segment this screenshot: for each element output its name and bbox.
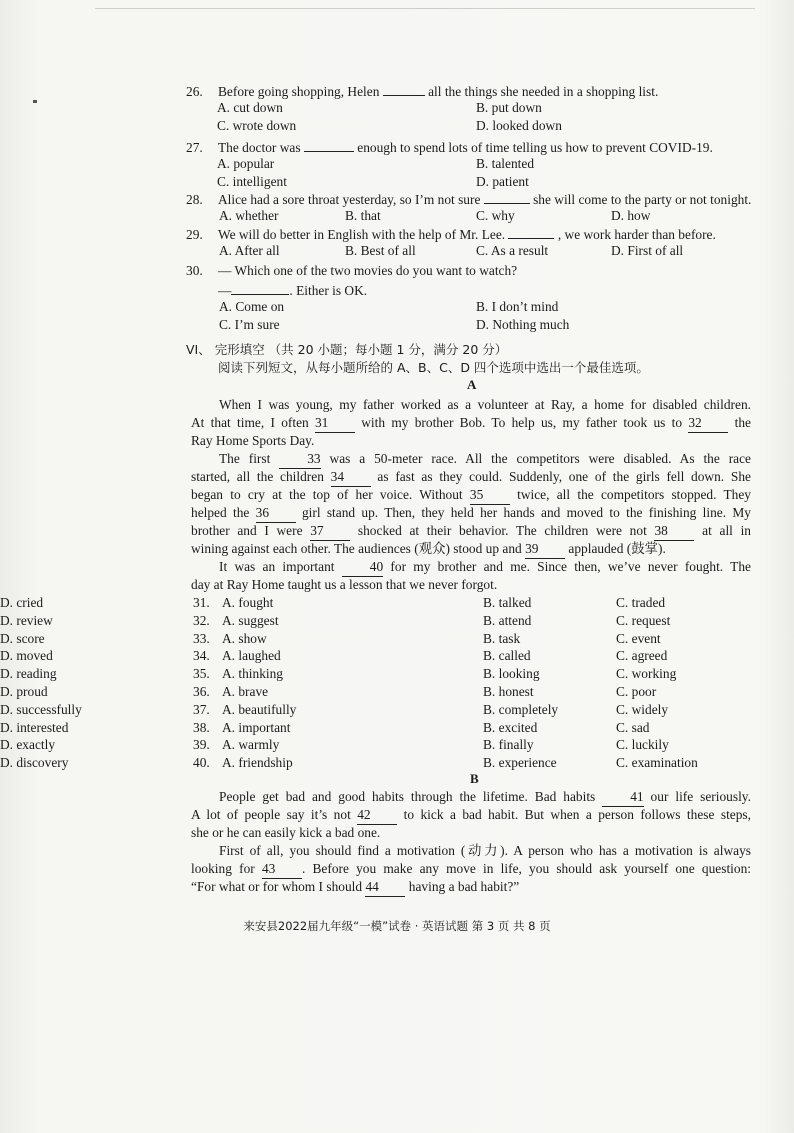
answer-option: A. friendship xyxy=(222,755,293,771)
question-text: We will do better in English with the help of Mr. Lee. xyxy=(218,227,509,242)
answer-blank xyxy=(231,280,289,295)
cloze-blank: 34 xyxy=(331,468,371,487)
answer-blank xyxy=(508,224,554,239)
cloze-blank: 31 xyxy=(315,414,355,433)
answer-option: A. whether xyxy=(219,208,279,223)
answer-option: A. thinking xyxy=(222,666,284,682)
answer-option: C. wrote down xyxy=(217,118,297,133)
question-stem xyxy=(186,224,716,244)
answer-option: C. sad xyxy=(616,719,650,735)
question-text: Alice had a sore throat yesterday, so I’m not sure xyxy=(218,192,484,207)
text-line: It was an important 40 for my brother and me. Since then, we’ve never fought. The xyxy=(191,558,751,577)
passage-a-line xyxy=(191,522,751,541)
answer-option: C. working xyxy=(616,666,677,682)
option-number: 31. xyxy=(193,595,210,610)
text-line: wining against each other. The audiences (观众) stood up and 39 applauded (鼓掌). xyxy=(191,540,751,559)
answer-option: C. why xyxy=(476,208,515,223)
answer-option: A. After all xyxy=(219,243,280,258)
text-line: looking for 43 . Before you make any move in life, you should ask yourself one question: xyxy=(191,860,751,879)
passage-b-line xyxy=(191,878,751,897)
option-number: 37. xyxy=(193,701,210,717)
dialogue-text: . Either is OK. xyxy=(289,283,368,298)
passage-label: A xyxy=(467,377,477,392)
answer-option: B. honest xyxy=(483,684,534,699)
cloze-blank: 38 xyxy=(654,522,694,541)
question-number: 27. xyxy=(186,140,203,155)
answer-option: D. interested xyxy=(0,719,69,735)
option-number: 33. xyxy=(193,630,210,646)
answer-blank xyxy=(383,81,425,96)
answer-option: A. important xyxy=(222,719,291,735)
cloze-blank: 39 xyxy=(525,540,565,559)
answer-option: B. talked xyxy=(483,595,532,610)
answer-option: B. talented xyxy=(476,156,535,171)
option-number: 35. xyxy=(193,666,210,682)
passage-a-line xyxy=(191,486,751,505)
answer-option: A. Come on xyxy=(219,299,285,314)
option-number: 40. xyxy=(193,755,210,771)
answer-option: D. cried xyxy=(0,595,44,610)
answer-option: D. looked down xyxy=(476,118,562,133)
passage-b-line xyxy=(191,860,751,879)
answer-option: D. review xyxy=(0,612,53,628)
passage-a-line xyxy=(191,450,751,469)
cloze-blank: 44 xyxy=(365,878,405,897)
answer-option: B. completely xyxy=(483,701,559,717)
passage-a-line xyxy=(191,576,751,594)
answer-option: D. patient xyxy=(476,174,529,189)
cloze-blank: 32 xyxy=(688,414,728,433)
answer-option: B. called xyxy=(483,648,531,664)
answer-option: D. First of all xyxy=(611,243,684,258)
question-number: 26. xyxy=(186,84,203,99)
option-number: 38. xyxy=(193,719,210,735)
answer-option: B. finally xyxy=(483,737,534,753)
text-line: The first 33 was a 50-meter race. All the competitors were disabled. As the race xyxy=(191,450,751,469)
answer-option: A. laughed xyxy=(222,648,281,664)
answer-option: D. discovery xyxy=(0,755,69,771)
answer-option: B. experience xyxy=(483,755,557,771)
passage-b-line xyxy=(191,806,751,825)
question-text: — Which one of the two movies do you want to watch? xyxy=(218,263,518,278)
option-number: 34. xyxy=(193,648,210,664)
text-line: day at Ray Home taught us a lesson that we never forgot. xyxy=(191,577,498,592)
question-stem xyxy=(186,189,751,209)
answer-option: B. that xyxy=(345,208,381,223)
answer-option: C. examination xyxy=(616,755,698,771)
passage-a-line xyxy=(191,558,751,577)
answer-option: C. event xyxy=(616,630,661,646)
answer-option: D. exactly xyxy=(0,737,56,753)
answer-option: D. score xyxy=(0,630,45,646)
text-line: helped the 36 girl stand up. Then, they held her hands and moved to the finishing line. My xyxy=(191,504,751,523)
question-text: Before going shopping, Helen xyxy=(218,84,383,99)
cloze-blank: 37 xyxy=(310,522,350,541)
question-text: enough to spend lots of time telling us how to prevent COVID-19. xyxy=(353,140,713,155)
dialogue-dash: — xyxy=(218,283,232,298)
answer-option: A. beautifully xyxy=(222,701,297,717)
cloze-blank: 43 xyxy=(262,860,302,879)
answer-option: B. Best of all xyxy=(345,243,416,258)
answer-option: C. I’m sure xyxy=(219,317,280,332)
text-line: When I was young, my father worked as a volunteer at Ray, a home for disabled children. xyxy=(219,397,751,412)
question-text: The doctor was xyxy=(218,140,304,155)
question-text: , we work harder than before. xyxy=(554,227,716,242)
answer-option: C. widely xyxy=(616,701,669,717)
answer-option: A. brave xyxy=(222,684,269,699)
passage-b-line xyxy=(191,824,751,842)
text-line: People get bad and good habits through the lifetime. Bad habits 41 our life seriously. xyxy=(191,788,751,807)
answer-option: B. attend xyxy=(483,612,532,628)
question-number: 28. xyxy=(186,192,203,207)
cloze-blank: 36 xyxy=(256,504,296,523)
answer-option: C. As a result xyxy=(476,243,549,258)
scan-mark xyxy=(33,100,37,103)
passage-b-line xyxy=(191,842,751,860)
dialogue-line xyxy=(218,280,367,300)
text-line: started, all the children 34 as fast as they could. Suddenly, one of the girls fell down. She xyxy=(191,468,751,487)
answer-option: D. successfully xyxy=(0,701,82,717)
text-line: At that time, I often 31 with my brother Bob. To help us, my father took us to 32 the xyxy=(191,414,751,433)
answer-option: B. looking xyxy=(483,666,540,682)
passage-a-line xyxy=(191,540,751,559)
section-instruction: 阅读下列短文，从每小题所给的 A、B、C、D 四个选项中选出一个最佳选项。 xyxy=(218,360,649,375)
question-stem xyxy=(186,137,713,157)
text-line: “For what or for whom I should 44 having a bad habit?” xyxy=(191,878,751,897)
passage-a-line xyxy=(191,432,751,450)
answer-option: A. fought xyxy=(222,595,274,610)
answer-blank xyxy=(484,189,530,204)
cloze-blank: 40 xyxy=(342,558,383,577)
option-number: 39. xyxy=(193,737,210,753)
question-stem xyxy=(186,81,658,101)
passage-a-line xyxy=(191,504,751,523)
answer-option: C. traded xyxy=(616,595,666,610)
answer-option: C. poor xyxy=(616,684,657,699)
question-number: 30. xyxy=(186,263,203,278)
text-line: began to cry at the top of her voice. Without 35 twice, all the competitors stopped. They xyxy=(191,486,751,505)
answer-option: C. request xyxy=(616,612,671,628)
option-number: 32. xyxy=(193,612,210,628)
cloze-blank: 42 xyxy=(357,806,397,825)
answer-option: D. how xyxy=(611,208,651,223)
text-line: brother and I were 37 shocked at their behavior. The children were not 38 at all in xyxy=(191,522,751,541)
answer-option: A. show xyxy=(222,630,267,646)
answer-option: D. reading xyxy=(0,666,57,682)
page-edge-line xyxy=(95,8,755,9)
page-footer: 来安县2022届九年级“一模”试卷 · 英语试题 第 3 页 共 8 页 xyxy=(243,919,551,933)
answer-option: A. suggest xyxy=(222,612,279,628)
passage-a-line xyxy=(191,468,751,487)
section-title: VI、 完形填空 （共 20 小题；每小题 1 分，满分 20 分） xyxy=(186,342,508,357)
passage-b-line xyxy=(191,788,751,807)
answer-option: D. moved xyxy=(0,648,53,664)
answer-option: D. proud xyxy=(0,684,48,699)
cloze-blank: 41 xyxy=(602,788,643,807)
passage-a-line xyxy=(191,396,751,414)
cloze-blank: 33 xyxy=(279,450,320,469)
text-line: Ray Home Sports Day. xyxy=(191,433,315,448)
question-stem xyxy=(186,262,517,280)
passage-label: B xyxy=(470,771,479,786)
answer-option: A. popular xyxy=(217,156,275,171)
answer-option: B. put down xyxy=(476,100,542,115)
answer-option: C. intelligent xyxy=(217,174,287,189)
answer-option: B. excited xyxy=(483,719,538,735)
answer-option: B. task xyxy=(483,630,521,646)
answer-option: A. warmly xyxy=(222,737,280,753)
answer-blank xyxy=(304,137,354,152)
text-line: A lot of people say it’s not 42 to kick a bad habit. But when a person follows these steps, xyxy=(191,806,751,825)
text-line: First of all, you should find a motivation (动力). A person who has a motivation is always xyxy=(219,843,751,858)
answer-option: D. Nothing much xyxy=(476,317,570,332)
cloze-blank: 35 xyxy=(470,486,510,505)
passage-a-line xyxy=(191,414,751,433)
question-text: she will come to the party or not tonight. xyxy=(529,192,752,207)
text-line: she or he can easily kick a bad one. xyxy=(191,825,381,840)
answer-option: A. cut down xyxy=(217,100,283,115)
option-number: 36. xyxy=(193,684,210,699)
answer-option: B. I don’t mind xyxy=(476,299,559,314)
question-text: all the things she needed in a shopping list. xyxy=(424,84,659,99)
answer-option: C. luckily xyxy=(616,737,669,753)
question-number: 29. xyxy=(186,227,203,242)
answer-option: C. agreed xyxy=(616,648,668,664)
